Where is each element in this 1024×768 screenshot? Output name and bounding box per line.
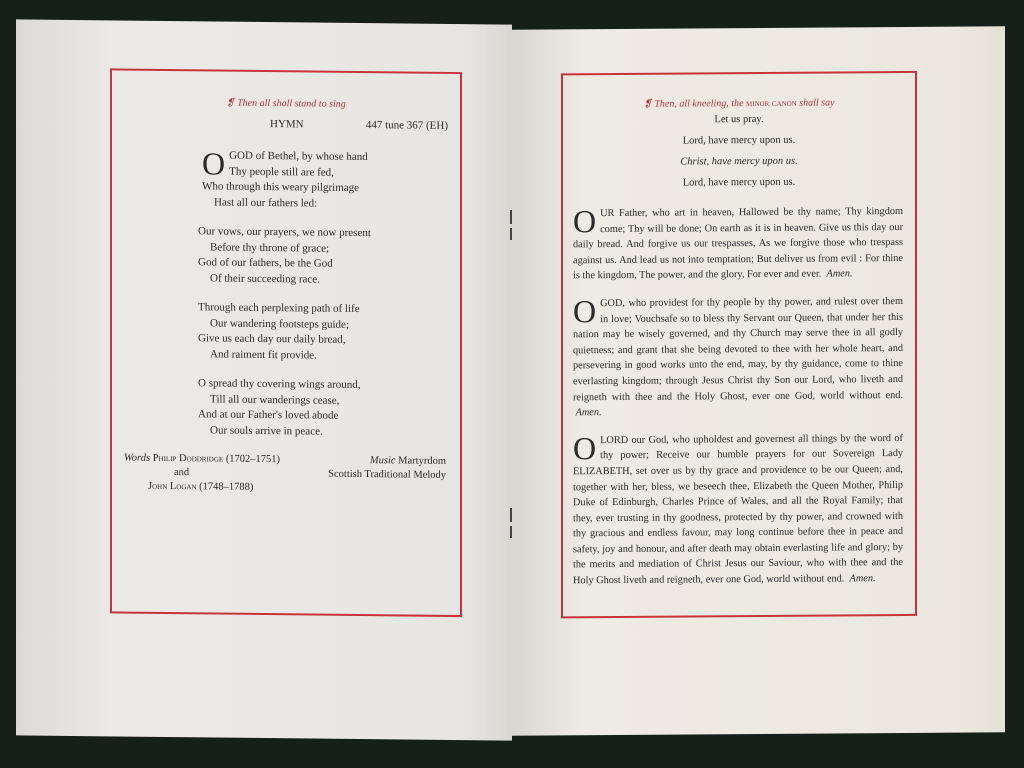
verse-line: Till all our wanderings cease,	[210, 392, 340, 407]
verse-line: Thy people still are fed,	[229, 165, 334, 179]
versicles: Let us pray. Lord, have mercy upon us. Christ, have mercy upon us. Lord, have mercy upon us.	[680, 113, 798, 189]
credits	[112, 451, 460, 505]
rubric: Then all shall stand to sing	[237, 97, 346, 110]
verse-line: Through each perplexing path of life	[198, 301, 360, 316]
verse-line: Who through this weary pilgrimage	[202, 180, 360, 194]
prayer-for-royal-family: OLORD our God, who upholdest and governest all things by the word of thy power; Receive our humble prayers for our Sovereign Lady ELIZABETH, set over us by thy grace and providence to be our Queen; and, together with her, bless, we beseech thee, Elizabeth the Queen Mother, Philip Duke of Edinburgh, Charles Prince of Wales, and all the Royal Family; that they, ever trusting in thy goodness, protected by thy power, and crowned with thy gracious and endless favour, may long continue before thee in peace and safety, joy and honour, and after death may obtain everlasting life and glory; by the merits and mediation of Christ Jesus our Saviour, who with thee and the Holy Ghost liveth and reigneth, ever one God, world without end. Amen.	[573, 429, 903, 587]
author: John Logan (1748–1788)	[148, 480, 254, 493]
verse-line: And raiment fit provide.	[210, 347, 317, 362]
staple	[510, 526, 512, 538]
verse-line: Before thy throne of grace;	[210, 240, 330, 255]
verse-line: GOD of Bethel, by whose hand	[229, 149, 368, 164]
verse-line: Hast all our fathers led:	[214, 195, 318, 210]
hymn-number: 447 tune 367 (EH)	[365, 119, 448, 132]
author: Philip Doddridge (1702–1751)	[152, 452, 281, 466]
music-credit: Music Martyrdom Scottish Traditional Melody	[328, 455, 446, 481]
verse-3	[198, 300, 460, 365]
verse-line: God of our fathers, be the God	[198, 256, 333, 270]
pilcrow-icon: ❡	[643, 98, 655, 110]
right-page-red-frame: ❡ Then, all kneeling, the minor canon shall say Let us pray. Lord, have mercy upon us. Christ, have mercy upon us. Lord, have mercy upon us. OUR Father, who art in heaven, Hallowed be thy name; Thy kingdom come; Thy will be done; On earth as it is in heaven. Give us this day our daily bread. And forgive us our trespasses, As we forgive those who trespass against us. And lead us not into temptation; But deliver us from evil : For thine is the kingdom, The power, and the glory, For ever and ever. Amen. OGOD, who providest for thy people by thy power, and rulest over them in love; Vouchsafe so to bless thy Servant our Queen, that under her this nation may be wisely governed, and thy Church may serve thee in all godly quietness; and grant that she being devoted to thee with her whole heart, and persevering in good works unto the end, may, by thy guidance, come to thine everlasting kingdom; through Jesus Christ thy Son our Lord, who liveth and reigneth with thee and the Holy Ghost, ever one God, world without end. Amen. OLORD our God, who upholdest and governest all things by the word of thy power; Receive our humble prayers for our Sovereign Lady ELIZABETH, set over us by thy grace and providence to be our Queen; and, together with her, bless, we beseech thee, Elizabeth the Queen Mother, Philip Duke of Edinburgh, Charles Prince of Wales, and all the Royal Family; that they, ever trusting in thy goodness, protected by thy power, and crowned with thy gracious and endless favour, may long continue before thee in peace and safety, joy and honour, and after death may obtain everlasting life and glory; by the merits and mediation of Christ Jesus our Saviour, who with thee and the Holy Ghost liveth and reigneth, ever one God, world without end. Amen.	[561, 71, 917, 618]
staple	[510, 228, 512, 240]
words-credit: Words Philip Doddridge (1702–1751) and John Logan (1748–1788)	[124, 452, 280, 496]
prayer-for-queen: OGOD, who providest for thy people by thy power, and rulest over them in love; Vouchsafe so to bless thy Servant our Queen, that under her this nation may be wisely governed, and thy Church may serve thee in all godly quietness; and grant that she being devoted to thee with her whole heart, and persevering in good works unto the end, may, by thy guidance, come to thine everlasting kingdom; through Jesus Christ thy Son our Lord, who liveth and reigneth with thee and the Holy Ghost, ever one God, world without end. Amen.	[573, 293, 903, 419]
lords-prayer: OUR Father, who art in heaven, Hallowed be thy name; Thy kingdom come; Thy will be done; On earth as it is in heaven. Give us this day our daily bread. And forgive us our trespasses, As we forgive those who trespass against us. And lead us not into temptation; But deliver us from evil : For thine is the kingdom, The power, and the glory, For ever and ever. Amen.	[573, 203, 903, 282]
verse-line: O spread thy covering wings around,	[198, 377, 361, 392]
left-page-red-frame	[110, 68, 462, 617]
hymn-header	[112, 115, 460, 137]
hymn-heading: HYMN	[270, 118, 304, 131]
right-page	[508, 26, 1005, 735]
verse-1	[202, 145, 460, 213]
verse-4	[198, 376, 460, 441]
verse-2	[198, 224, 460, 289]
staple	[510, 210, 512, 224]
verse-line: And at our Father's loved abode	[198, 408, 339, 422]
drop-cap: O	[202, 145, 226, 182]
left-page	[16, 19, 512, 740]
verse-line: Our wandering footsteps guide;	[210, 316, 349, 331]
verse-line: Our vows, our prayers, we now present	[198, 225, 371, 240]
verse-line: Of their succeeding race.	[210, 271, 320, 286]
pilcrow-icon: ❡	[226, 97, 238, 109]
verse-line: Give us each day our daily bread,	[198, 332, 346, 346]
verse-line: Our souls arrive in peace.	[210, 423, 323, 438]
staple	[510, 508, 512, 522]
